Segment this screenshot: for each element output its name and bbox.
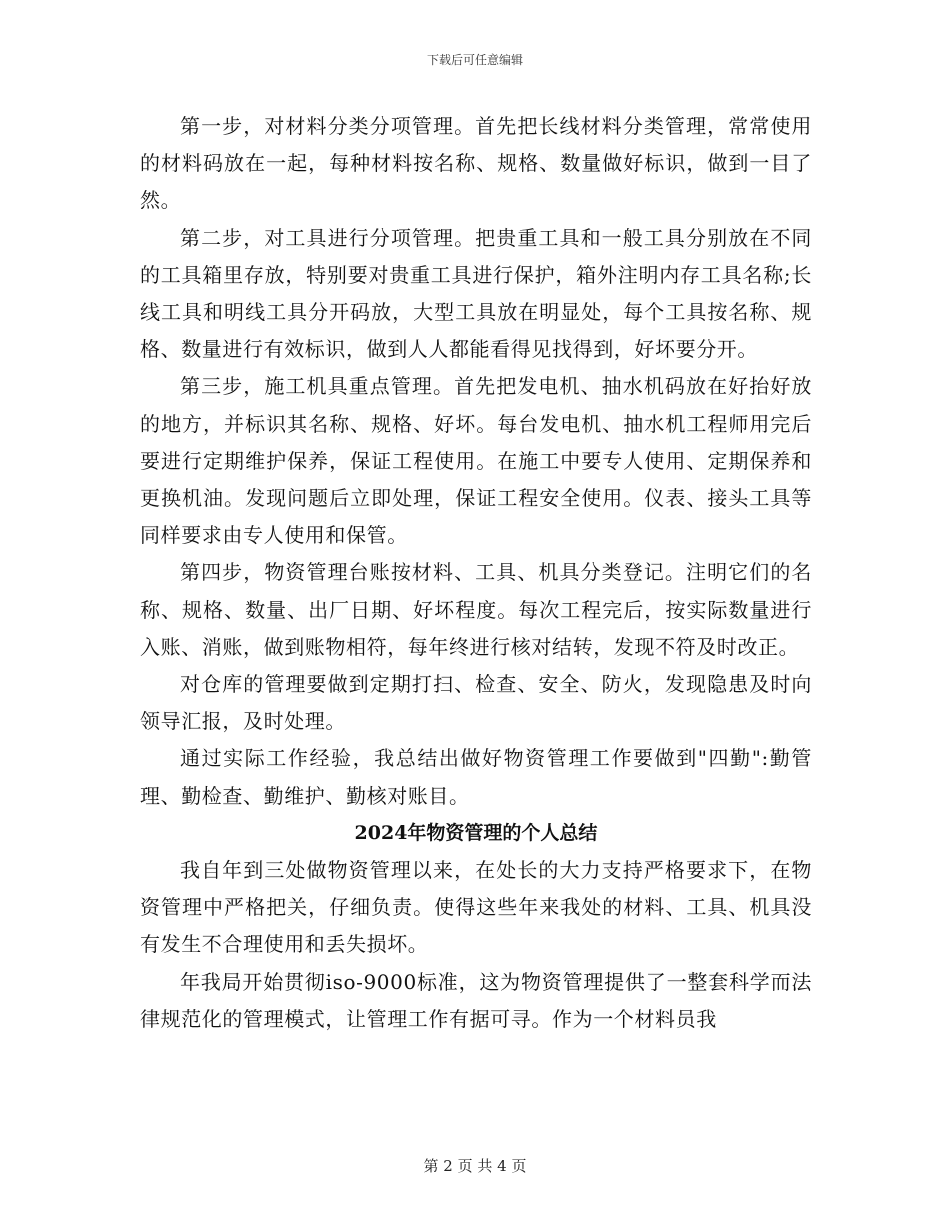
- section-paragraph-2: 年我局开始贯彻iso-9000标准，这为物资管理提供了一整套科学而法律规范化的管理模式，让管理工作有据可寻。作为一个材料员我: [140, 969, 812, 1031]
- paragraph-warehouse: 对仓库的管理要做到定期打扫、检查、安全、防火，发现隐患及时向领导汇报，及时处理。: [140, 672, 812, 734]
- document-body: [140, 108, 812, 1038]
- paragraph-step-1: 第一步，对材料分类分项管理。首先把长线材料分类管理，常常使用的材料码放在一起，每种材料按名称、规格、数量做好标识，做到一目了然。: [140, 114, 812, 213]
- page-footer: 第 2 页 共 4 页: [423, 1157, 527, 1175]
- paragraph-step-3: 第三步，施工机具重点管理。首先把发电机、抽水机码放在好抬好放的地方，并标识其名称、规格、好坏。每台发电机、抽水机工程师用完后要进行定期维护保养，保证工程使用。在施工中要专人使用、定期保养和更换机油。发现问题后立即处理，保证工程安全使用。仪表、接头工具等同样要求由专人使用和保管。: [140, 374, 812, 548]
- section-paragraph-1: 我自年到三处做物资管理以来，在处长的大力支持严格要求下，在物资管理中严格把关，仔细负责。使得这些年来我处的材料、工具、机具没有发生不合理使用和丢失损坏。: [140, 858, 812, 957]
- paragraph-four-diligences: 通过实际工作经验，我总结出做好物资管理工作要做到"四勤":勤管理、勤检查、勤维护、勤核对账目。: [140, 746, 812, 808]
- section-title: 2024年物资管理的个人总结: [354, 821, 598, 844]
- paragraph-step-2: 第二步，对工具进行分项管理。把贵重工具和一般工具分别放在不同的工具箱里存放，特别要对贵重工具进行保护，箱外注明内存工具名称;长线工具和明线工具分开码放，大型工具放在明显处，每个工具按名称、规格、数量进行有效标识，做到人人都能看得见找得到，好坏要分开。: [140, 225, 812, 362]
- page-header: 下载后可任意编辑: [426, 53, 523, 67]
- paragraph-step-4: 第四步，物资管理台账按材料、工具、机具分类登记。注明它们的名称、规格、数量、出厂日期、好坏程度。每次工程完后，按实际数量进行入账、消账，做到账物相符，每年终进行核对结转，发现不符及时改正。: [140, 560, 812, 659]
